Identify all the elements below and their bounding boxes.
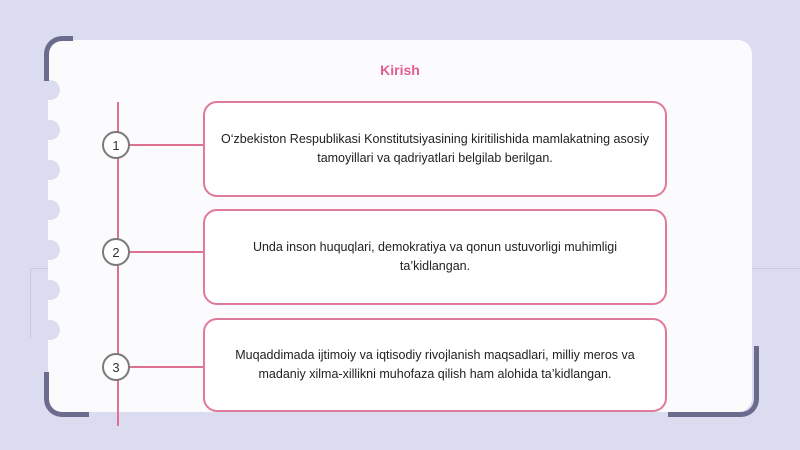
background-line-right — [750, 268, 800, 269]
frame-corner-bottom-right — [668, 346, 759, 417]
step-text-box — [203, 209, 667, 305]
card-notch — [40, 120, 60, 140]
step-text: O‘zbekiston Respublikasi Konstitutsiyasining kiritilishida mamlakatning asosiy tamoyillari va qadriyatlari belgilab berilgan. — [221, 132, 649, 165]
step-text-box — [203, 101, 667, 197]
card-notch — [40, 320, 60, 340]
timeline-connector — [130, 366, 204, 368]
slide-title: Kirish — [380, 62, 420, 78]
card-notch — [40, 280, 60, 300]
card-notch — [40, 160, 60, 180]
step-text-box — [203, 318, 667, 412]
step-text: Muqaddimada ijtimoiy va iqtisodiy rivojlanish maqsadlari, milliy meros va madaniy xilma-xillikni muhofaza qilish ham alohida ta’kidlangan. — [235, 348, 635, 381]
card-notch — [40, 200, 60, 220]
card-notch — [40, 80, 60, 100]
background-line-left — [30, 268, 50, 269]
frame-corner-bottom-left — [44, 372, 89, 417]
background-line-left-vertical — [30, 268, 31, 338]
step-text: Unda inson huquqlari, demokratiya va qonun ustuvorligi muhimligi ta’kidlangan. — [252, 240, 618, 273]
step-number-badge: 3 — [102, 353, 130, 381]
card-notch — [40, 240, 60, 260]
step-number-badge: 1 — [102, 131, 130, 159]
timeline-connector — [130, 251, 204, 253]
step-number-badge: 2 — [102, 238, 130, 266]
timeline-connector — [130, 144, 204, 146]
